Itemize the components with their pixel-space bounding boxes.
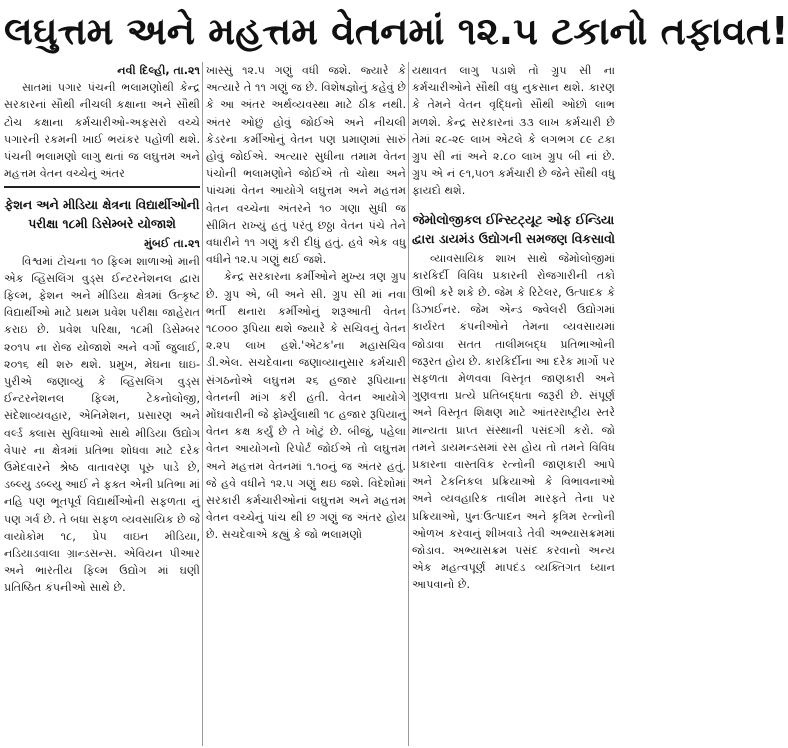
column-3	[412, 62, 615, 746]
article-2	[4, 186, 200, 596]
article-3-title: જેમોલોજીકલ ઈન્સ્ટિટ્યૂટ ઓફ ઈન્ડિયા દ્વારા ડાયમંડ ઉદ્યોગની સમજણ વિકસાવો	[412, 211, 615, 246]
article-3-body: વ્યાવસાયિક શાખ સાથે જેમોલોજીમાં કારકિર્દી વિવિધ પ્રકારની રોજગારીની તકો ઊભી કરે શકે છે. જેમ કે રિટેલર, ઉત્પાદક કે ડિઝાઈનર. જેમ એન્ડ જ્વેલરી ઉદ્યોગમાં કાર્યરત કંપનીઓને તેમના વ્યવસાયમાં જોડાવા સતત તાલીમબદ્ધ પ્રતિભાઓની જરૂરત હોય છે. કારકિર્દીના આ દરેક માર્ગો પર સફળતા મેળવવા વિસ્તૃત જાણકારી અને ગુણવત્તા પ્રત્યે પ્રતિબદ્ધતા જરૂરી છે. સંપૂર્ણ અને વિસ્તૃત શિક્ષણ માટે આંતરરાષ્ટ્રીય સ્તરે માન્યતા પ્રાપ્ત સંસ્થાની પસંદગી કરો. જો તમને ડાયમન્ડસમાં રસ હોય તો તમને વિવિધ પ્રકારના વાસ્તવિક રત્નોની જાણકારી આપે અને ટેકનિકલ પ્રક્રિયાઓ કે વિભાવનાઓ અને વ્યવહારિક તાલીમ મારફતે તેના પર પ્રક્રિયાઓ, પુનઃઉત્પાદન અને કૃત્રિમ રત્નોની ઓળખ કરવાનું શીખવાડે તેવી અભ્યાસક્રમમાં જોડાવ. અભ્યાસક્રમ પસંદ કરવાનો અન્ય એક મહત્વપૂર્ણ માપદંડ વ્યક્તિગત ધ્યાન આપવાનો છે.	[412, 251, 615, 592]
article-body-para2: કેન્દ્ર સરકારના કર્મીઓને મુખ્ય ત્રણ ગ્રુપ છે. ગ્રુપ એ, બી અને સી. ગ્રુપ સી માં નવા ભર્તી થનારા કર્મીઓનું શરૂઆતી વેતન ૧૮૦૦૦ રૂપિયા થશે જ્યારે કે સચિવનું વેતન ૨.૨૫ લાખ હશે.'એટક'ના મહાસચિવ ડી.એલ. સચદેવાના જણાવ્યાનુસાર કર્મચારી સંગઠનોએ લઘુત્તમ ૨૬ હજાર રૂપિયાના વેતનની માંગ કરી હતી. વેતન આયોગે મોંઘવારીની જે ફોર્મ્યુલાથી ૧૮ હજાર રૂપિયાનું વેતન કક્ષ કર્યું છે તે ખોટું છે. બીજું, પહેલા વેતન આયોગનો રિપોર્ટ જોઈએ તો લઘુત્તમ અને મહત્તમ વેતનમાં ૧.૧૦નું જ અંતર હતું. જે હવે વધીને ૧૨.૫ ગણું થઇ જશે. વિદેશોમાં સરકારી કર્મચારીઓનાં લઘુત્તમ અને મહત્તમ વેતન વચ્ચેનું પાંચ થી છ ગણું જ અંતર હોય છે. સચદેવાએ કહ્યું કે જો ભલામણો	[206, 270, 406, 542]
column-rule	[202, 62, 203, 746]
column-2	[206, 62, 406, 746]
dateline-delhi: નવી દિલ્હી, તા.૨૧	[117, 64, 200, 77]
article-body-continued: ખાસ્સું ૧૨.૫ ગણું વધી જશે. જ્યારે કે અત્યારે તે ૧૧ ગણું જ છે. વિશેષજ્ઞોનું કહેવું છે કે આ અંતર અર્થવ્યવસ્થા માટે ઠીક નથી. અંતર ઓછું હોવું જોઈએ અને નીચલી કેડરના કર્મીઓનું વેતન પણ પ્રમાણમાં સારું હોવું જોઈએ. અત્યાર સુધીના તમામ વેતન પંચોની ભલામણોને જોઈએ તો ચોથા અને પાંચમાં વેતન આયોગે લઘુત્તમ અને મહત્તમ વેતન વચ્ચેના અંતરને ૧૦ ગણા સુધી જ સીમિત રાખ્યું હતું પરંતુ છઠ્ઠા વેતન પંચે તેને વધારીને ૧૧ ગણું કરી દીધું હતું. હવે એક વધુ વધીને ૧૨.૫ ગણું થઈ જશે.	[206, 64, 406, 267]
article-2-body: વિશ્વમાં ટોચના ૧૦ ફિલ્મ શાળાઓ માની એક વ્હિસલિંગ વુડ્સ ઈન્ટરનેશનલ દ્વારા ફિલ્મ, ફેશન અને મીડિયા ક્ષેત્રમાં ઉત્કૃષ્ટ વિદ્યાર્થીઓ માટે પ્રથમ પ્રવેશ પરીક્ષા જાહેરાત કરાઇ છે. પ્રવેશ પરિક્ષા, ૧૮મી ડિસેમ્બર ૨૦૧૫ ના રોજ યોજાશે અને વર્ગો જુલાઈ, ૨૦૧૬ થી શરુ થશે. પ્રમુખ, મેઘના ઘાઇ-પુરીએ જણાવ્યું કે વ્હિસલિંગ વુડ્સ ઈન્ટરનેશનલ ફિલ્મ, ટેકનોલોજી, સંદેશાવ્યવહાર, એનિમેશન, પ્રસારણ અને વર્લ્ડ ક્લાસ સુવિધાઓ સાથે મીડિયા ઉદ્યોગ વેપાર ના ક્ષેત્રમાં પ્રતિભા શોધવા માટે દરેક ઉમેદવારને શ્રેષ્ઠ વાતાવરણ પૂરુ પાડે છે, ડબ્લ્યુ ડબ્લ્યુ આઈ ને ફક્ત એની પ્રતિભા માં નહિ પણ ભૂતપૂર્વ વિદ્યાર્થીઓની સફળતા નું પણ ગર્વ છે. તે બધા સફળ વ્યવસાયિક છે જે વાયોકોમ ૧૮, પ્રેપ વાઇન મીડિયા, નડિયાડવાલા ગ્રાન્ડસન્સ. એવિયન પીઆર અને ભારતીય ફિલ્મ ઉદ્યોગ માં ઘણી પ્રતિષ્ઠિત કંપનીઓ સાથે છે.	[4, 254, 200, 595]
article-body: સાતમાં પગાર પંચની ભલામણોથી કેન્દ્ર સરકારનાં સૌથી નીચલી કક્ષાના અને સૌથી ટોચ કક્ષાના કર્મચારીઓ-અફસરો વચ્ચે પગારની રકમની ખાઈ ભયંકર પહોળી થશે. પંચની ભલામણો લાગુ થતાં જ લઘુત્તમ અને મહત્તમ વેતન વચ્ચેનું અંતર	[4, 81, 200, 181]
article-2-title: ફેશન અને મીડિયા ક્ષેત્રના વિદ્યાર્થીઓની પરીક્ષા ૧૮મી ડિસેમ્બરે યોજાશે	[4, 197, 200, 232]
article-body-col3: યથાવત લાગુ પડાશે તો ગ્રુપ સી ના કર્મચારીઓને સૌથી વધુ નુકસાન થશે. કારણ કે તેમને વેતન વૃદ્ધિનો સૌથી ઓછો લાભ મળશે. કેન્દ્ર સરકારનાં ૩૩ લાખ કર્મચારી છે તેમાં ૨૮-૨૯ લાખ એટલે કે લગભગ ૮૯ ટકા ગ્રુપ સી નાં અને ૨.૮૦ લાખ ગ્રુપ બી નાં છે. ગ્રુપ એ નં ૯૧,૫૦૧ કર્મચારી છે જેને સૌથી વધુ ફાયદો થશે.	[412, 64, 615, 198]
column-rule	[408, 62, 409, 746]
dateline-mumbai: મુંબઈ તા.૨૧	[144, 237, 200, 251]
column-1	[4, 62, 200, 746]
headline: લઘુત્તમ અને મહત્તમ વેતનમાં ૧૨.૫ ટકાનો તફાવત!	[4, 9, 788, 53]
